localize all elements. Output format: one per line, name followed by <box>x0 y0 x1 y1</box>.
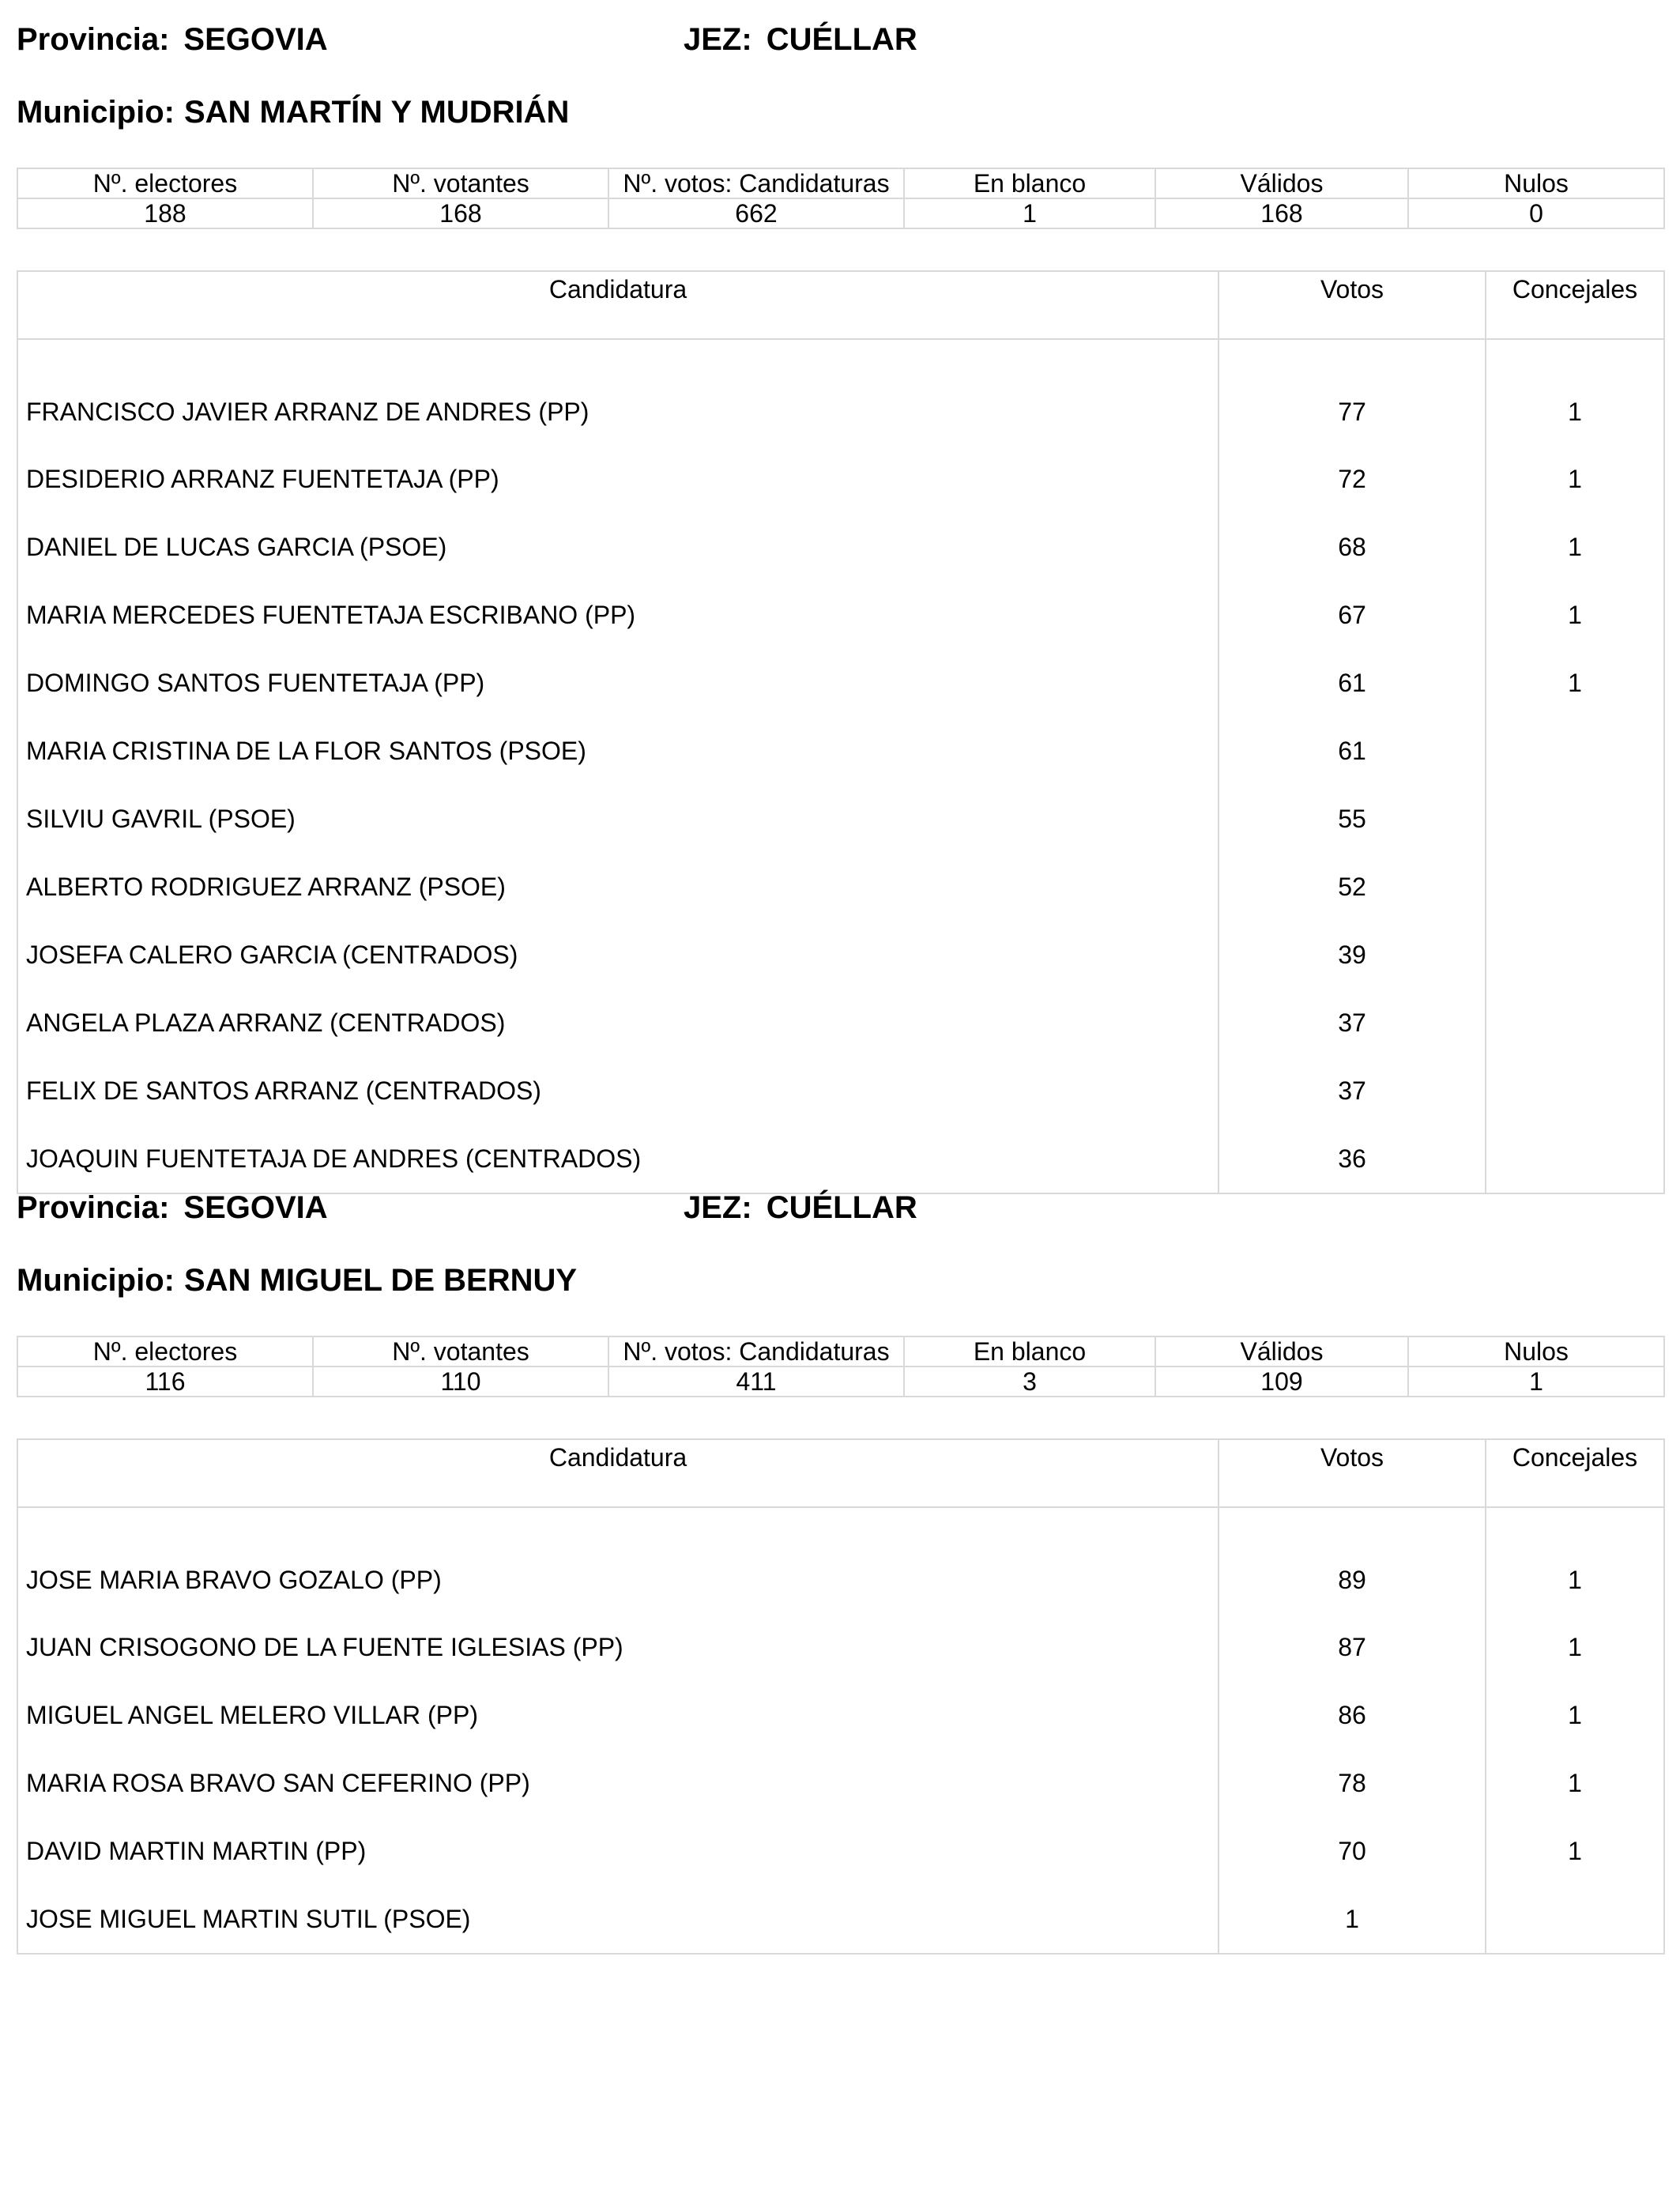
candidate-name: SILVIU GAVRIL (PSOE) <box>17 785 1219 853</box>
provincia-line <box>17 22 328 62</box>
summary-header-cell: Nº. electores <box>17 168 313 198</box>
candidates-table <box>17 270 1665 1194</box>
candidate-row <box>17 649 1664 717</box>
summary-value-cell: 1 <box>904 198 1155 228</box>
candidate-votos: 52 <box>1219 853 1486 921</box>
summary-value-cell: 168 <box>1155 198 1408 228</box>
candidate-concejales <box>1486 717 1664 785</box>
provincia-label: Provincia: <box>17 1190 170 1225</box>
candidate-concejales <box>1486 1125 1664 1193</box>
candidate-concejales <box>1486 853 1664 921</box>
candidates-header-cell: Candidatura <box>17 271 1219 339</box>
candidate-concejales: 1 <box>1486 445 1664 513</box>
candidate-row <box>17 1749 1664 1817</box>
summary-table <box>17 168 1665 229</box>
summary-header-cell: Nº. votantes <box>313 168 608 198</box>
candidate-row <box>17 339 1664 445</box>
summary-header-cell: Nulos <box>1408 168 1664 198</box>
candidate-name: JOSE MIGUEL MARTIN SUTIL (PSOE) <box>17 1885 1219 1954</box>
jez-label: JEZ: <box>684 22 752 57</box>
candidate-name: ALBERTO RODRIGUEZ ARRANZ (PSOE) <box>17 853 1219 921</box>
candidate-name: JUAN CRISOGONO DE LA FUENTE IGLESIAS (PP) <box>17 1613 1219 1681</box>
provincia-value: SEGOVIA <box>183 1190 328 1225</box>
municipio-line <box>17 95 569 134</box>
candidate-name: MIGUEL ANGEL MELERO VILLAR (PP) <box>17 1681 1219 1749</box>
summary-value-cell: 1 <box>1408 1367 1664 1397</box>
candidate-concejales: 1 <box>1486 1749 1664 1817</box>
candidate-concejales <box>1486 921 1664 989</box>
candidate-votos: 1 <box>1219 1885 1486 1954</box>
candidate-name: MARIA MERCEDES FUENTETAJA ESCRIBANO (PP) <box>17 581 1219 649</box>
candidates-table <box>17 1438 1665 1955</box>
candidate-votos: 61 <box>1219 717 1486 785</box>
summary-header-row <box>17 1336 1664 1367</box>
municipio-line <box>17 1263 577 1302</box>
candidate-votos: 78 <box>1219 1749 1486 1817</box>
summary-header-cell: Válidos <box>1155 168 1408 198</box>
municipio-label: Municipio: <box>17 95 175 130</box>
candidate-concejales: 1 <box>1486 339 1664 445</box>
candidate-votos: 37 <box>1219 989 1486 1057</box>
provincia-line <box>17 1190 328 1230</box>
municipio-value: SAN MIGUEL DE BERNUY <box>183 1263 578 1298</box>
summary-value-row <box>17 1367 1664 1397</box>
candidate-name: DANIEL DE LUCAS GARCIA (PSOE) <box>17 513 1219 581</box>
candidate-row <box>17 1885 1664 1954</box>
summary-value-cell: 0 <box>1408 198 1664 228</box>
summary-header-cell: Nº. votantes <box>313 1336 608 1367</box>
candidate-votos: 37 <box>1219 1057 1486 1125</box>
candidate-row <box>17 1681 1664 1749</box>
candidate-concejales <box>1486 989 1664 1057</box>
candidate-concejales <box>1486 1057 1664 1125</box>
candidate-concejales: 1 <box>1486 513 1664 581</box>
summary-value-cell: 662 <box>608 198 904 228</box>
candidate-votos: 61 <box>1219 649 1486 717</box>
summary-header-cell: Nº. votos: Candidaturas <box>608 168 904 198</box>
candidate-name: JOSE MARIA BRAVO GOZALO (PP) <box>17 1507 1219 1613</box>
candidate-row <box>17 1613 1664 1681</box>
candidate-votos: 68 <box>1219 513 1486 581</box>
candidate-row <box>17 989 1664 1057</box>
summary-value-cell: 3 <box>904 1367 1155 1397</box>
candidate-name: MARIA CRISTINA DE LA FLOR SANTOS (PSOE) <box>17 717 1219 785</box>
summary-value-cell: 168 <box>313 198 608 228</box>
jez-label: JEZ: <box>684 1190 752 1225</box>
candidate-concejales <box>1486 785 1664 853</box>
candidate-votos: 67 <box>1219 581 1486 649</box>
candidate-concejales: 1 <box>1486 1613 1664 1681</box>
candidate-concejales <box>1486 1885 1664 1954</box>
jez-line <box>684 1190 917 1226</box>
candidate-name: FRANCISCO JAVIER ARRANZ DE ANDRES (PP) <box>17 339 1219 445</box>
summary-header-cell: En blanco <box>904 1336 1155 1367</box>
candidate-name: JOSEFA CALERO GARCIA (CENTRADOS) <box>17 921 1219 989</box>
candidate-votos: 55 <box>1219 785 1486 853</box>
candidate-votos: 39 <box>1219 921 1486 989</box>
candidate-concejales: 1 <box>1486 1507 1664 1613</box>
candidate-votos: 72 <box>1219 445 1486 513</box>
candidate-name: FELIX DE SANTOS ARRANZ (CENTRADOS) <box>17 1057 1219 1125</box>
candidates-header-cell: Concejales <box>1486 271 1664 339</box>
candidate-row <box>17 513 1664 581</box>
candidate-votos: 89 <box>1219 1507 1486 1613</box>
summary-value-row <box>17 198 1664 228</box>
summary-header-row <box>17 168 1664 198</box>
candidates-header-cell: Votos <box>1219 1439 1486 1507</box>
jez-value: CUÉLLAR <box>766 1190 917 1225</box>
jez-line <box>684 22 917 58</box>
municipality-section <box>17 1190 1663 1981</box>
candidates-header-row <box>17 271 1664 339</box>
candidate-concejales: 1 <box>1486 649 1664 717</box>
candidate-row <box>17 1507 1664 1613</box>
municipality-section <box>17 22 1663 1173</box>
candidate-votos: 87 <box>1219 1613 1486 1681</box>
candidate-name: ANGELA PLAZA ARRANZ (CENTRADOS) <box>17 989 1219 1057</box>
candidate-votos: 70 <box>1219 1817 1486 1885</box>
candidates-header-cell: Candidatura <box>17 1439 1219 1507</box>
candidate-row <box>17 1817 1664 1885</box>
provincia-label: Provincia: <box>17 22 170 57</box>
jez-value: CUÉLLAR <box>766 22 917 57</box>
provincia-value: SEGOVIA <box>183 22 328 57</box>
candidate-concejales: 1 <box>1486 581 1664 649</box>
summary-value-cell: 116 <box>17 1367 313 1397</box>
candidate-name: MARIA ROSA BRAVO SAN CEFERINO (PP) <box>17 1749 1219 1817</box>
candidate-name: DESIDERIO ARRANZ FUENTETAJA (PP) <box>17 445 1219 513</box>
summary-header-cell: Nulos <box>1408 1336 1664 1367</box>
candidates-header-cell: Concejales <box>1486 1439 1664 1507</box>
candidate-row <box>17 581 1664 649</box>
summary-header-cell: Nº. electores <box>17 1336 313 1367</box>
summary-table <box>17 1336 1665 1397</box>
candidate-concejales: 1 <box>1486 1681 1664 1749</box>
summary-value-cell: 110 <box>313 1367 608 1397</box>
candidate-row <box>17 1057 1664 1125</box>
summary-header-cell: Nº. votos: Candidaturas <box>608 1336 904 1367</box>
candidate-votos: 77 <box>1219 339 1486 445</box>
summary-value-cell: 411 <box>608 1367 904 1397</box>
candidate-row <box>17 717 1664 785</box>
summary-value-cell: 109 <box>1155 1367 1408 1397</box>
municipio-value: SAN MARTÍN Y MUDRIÁN <box>183 95 570 130</box>
candidate-votos: 36 <box>1219 1125 1486 1193</box>
candidate-row <box>17 853 1664 921</box>
candidate-row <box>17 921 1664 989</box>
candidate-name: JOAQUIN FUENTETAJA DE ANDRES (CENTRADOS) <box>17 1125 1219 1193</box>
candidate-row <box>17 785 1664 853</box>
municipio-label: Municipio: <box>17 1263 175 1298</box>
candidate-votos: 86 <box>1219 1681 1486 1749</box>
candidates-header-cell: Votos <box>1219 271 1486 339</box>
summary-header-cell: En blanco <box>904 168 1155 198</box>
candidate-name: DOMINGO SANTOS FUENTETAJA (PP) <box>17 649 1219 717</box>
candidate-concejales: 1 <box>1486 1817 1664 1885</box>
candidate-row <box>17 1125 1664 1193</box>
summary-value-cell: 188 <box>17 198 313 228</box>
summary-header-cell: Válidos <box>1155 1336 1408 1367</box>
candidates-header-row <box>17 1439 1664 1507</box>
candidate-name: DAVID MARTIN MARTIN (PP) <box>17 1817 1219 1885</box>
candidate-row <box>17 445 1664 513</box>
